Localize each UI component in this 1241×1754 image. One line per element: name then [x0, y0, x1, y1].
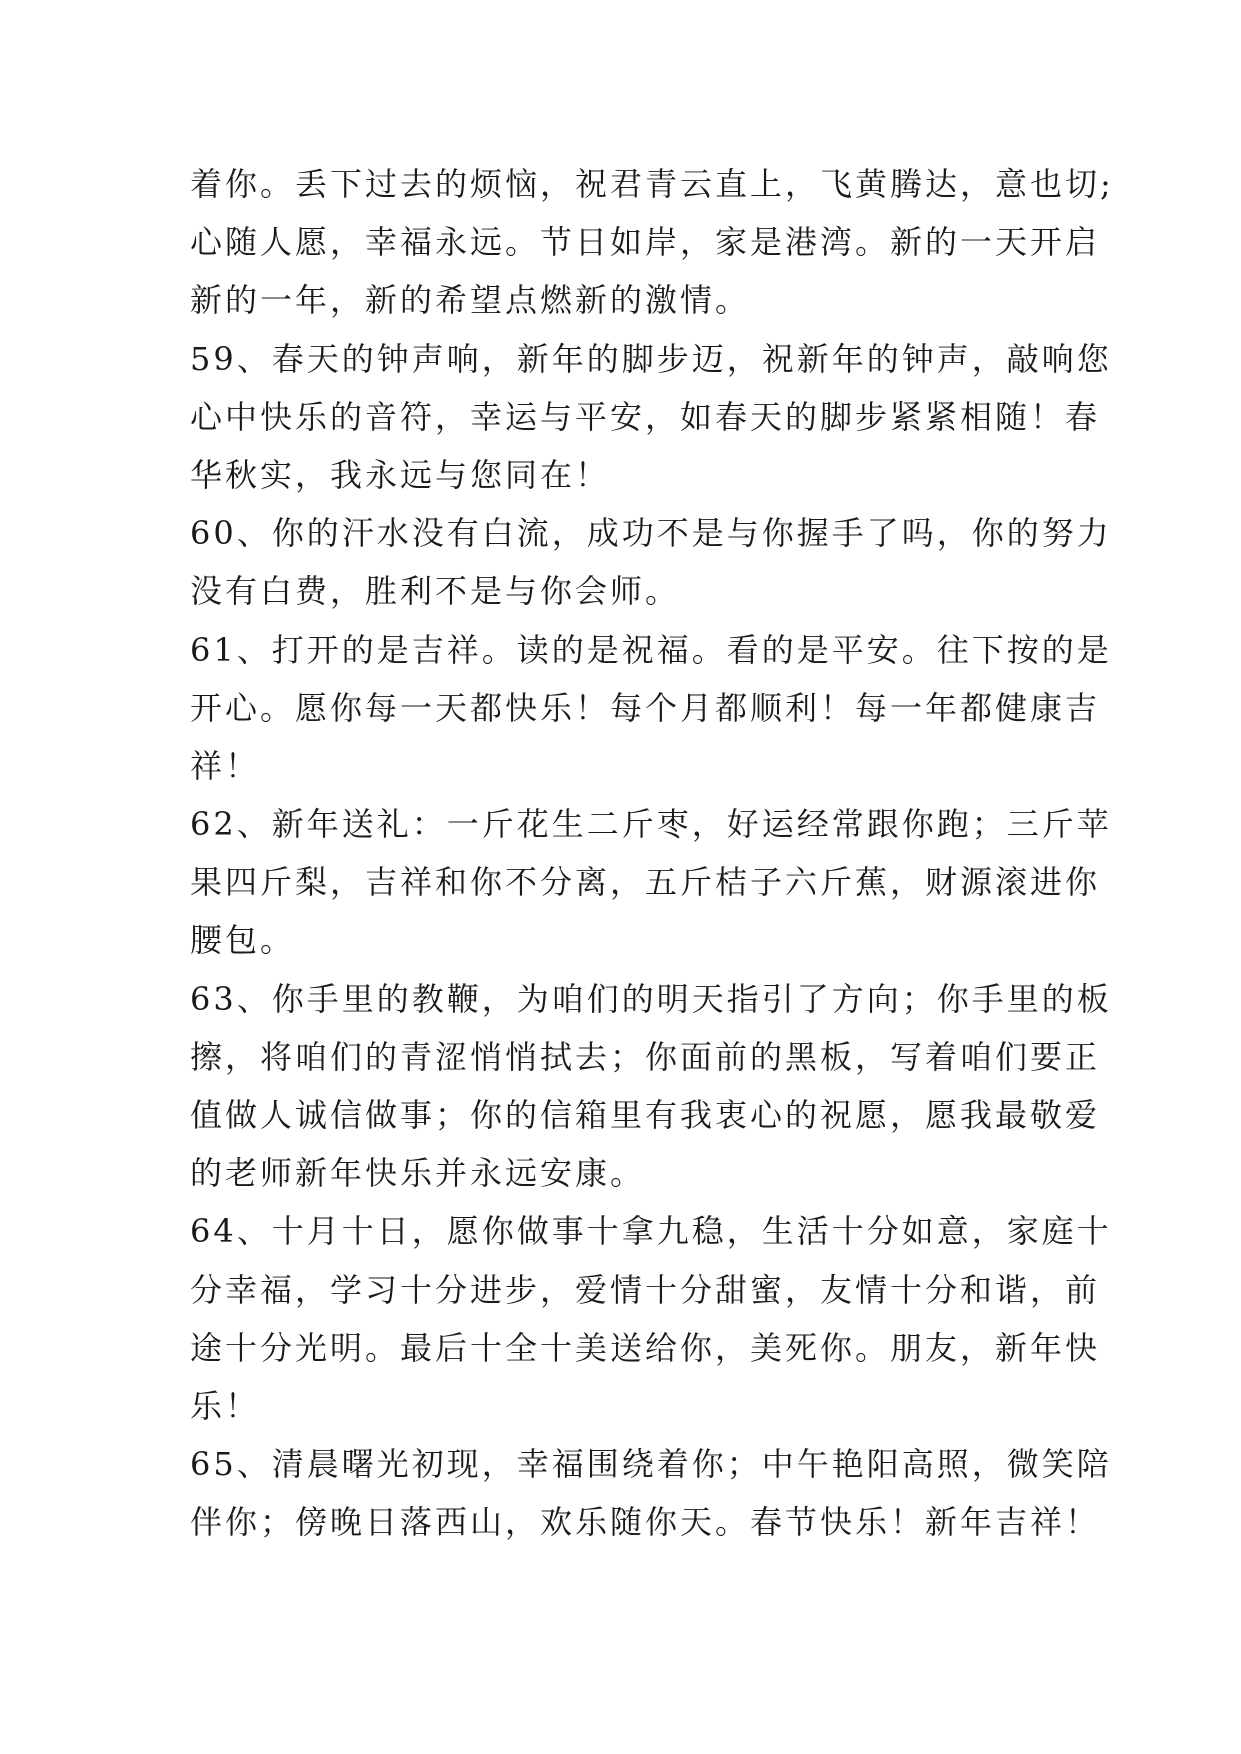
text-line: 果四斤梨，吉祥和你不分离，五斤桔子六斤蕉，财源滚进你 [190, 863, 1101, 902]
text-line: 59、春天的钟声响，新年的脚步迈，祝新年的钟声，敲响您 [190, 339, 1112, 378]
text-line: 伴你；傍晚日落西山，欢乐随你天。春节快乐！新年吉祥！ [190, 1503, 1101, 1542]
text-line: 心随人愿，幸福永远。节日如岸，家是港湾。新的一天开启 [190, 223, 1101, 262]
text-line: 擦，将咱们的青涩悄悄拭去；你面前的黑板，写着咱们要正 [190, 1037, 1101, 1076]
text-line: 腰包。 [190, 921, 296, 960]
text-line: 61、打开的是吉祥。读的是祝福。看的是平安。往下按的是 [190, 630, 1112, 669]
text-line: 祥！ [190, 746, 261, 785]
text-line: 63、你手里的教鞭，为咱们的明天指引了方向；你手里的板 [190, 979, 1112, 1018]
text-line: 的老师新年快乐并永远安康。 [190, 1154, 646, 1193]
text-line: 华秋实，我永远与您同在！ [190, 455, 611, 494]
document-body [190, 155, 1114, 1552]
text-line: 没有白费，胜利不是与你会师。 [190, 572, 681, 611]
text-line: 心中快乐的音符，幸运与平安，如春天的脚步紧紧相随！春 [190, 397, 1101, 436]
text-line: 新的一年，新的希望点燃新的激情。 [190, 281, 751, 320]
text-line: 途十分光明。最后十全十美送给你，美死你。朋友，新年快 [190, 1328, 1101, 1367]
text-line: 64、十月十日，愿你做事十拿九稳，生活十分如意，家庭十 [190, 1212, 1112, 1251]
text-line: 65、清晨曙光初现，幸福围绕着你；中午艳阳高照，微笑陪 [190, 1445, 1112, 1484]
text-line: 乐！ [190, 1386, 261, 1425]
text-line: 60、你的汗水没有白流，成功不是与你握手了吗，你的努力 [190, 514, 1112, 553]
text-line: 着你。丢下过去的烦恼，祝君青云直上，飞黄腾达，意也切; [190, 165, 1114, 203]
text-line: 值做人诚信做事；你的信箱里有我衷心的祝愿，愿我最敬爱 [190, 1096, 1101, 1134]
text-line: 分幸福，学习十分进步，爱情十分甜蜜，友情十分和谐，前 [190, 1270, 1101, 1309]
text-line: 62、新年送礼：一斤花生二斤枣，好运经常跟你跑；三斤苹 [190, 805, 1112, 844]
text-line: 开心。愿你每一天都快乐！每个月都顺利！每一年都健康吉 [190, 688, 1101, 727]
